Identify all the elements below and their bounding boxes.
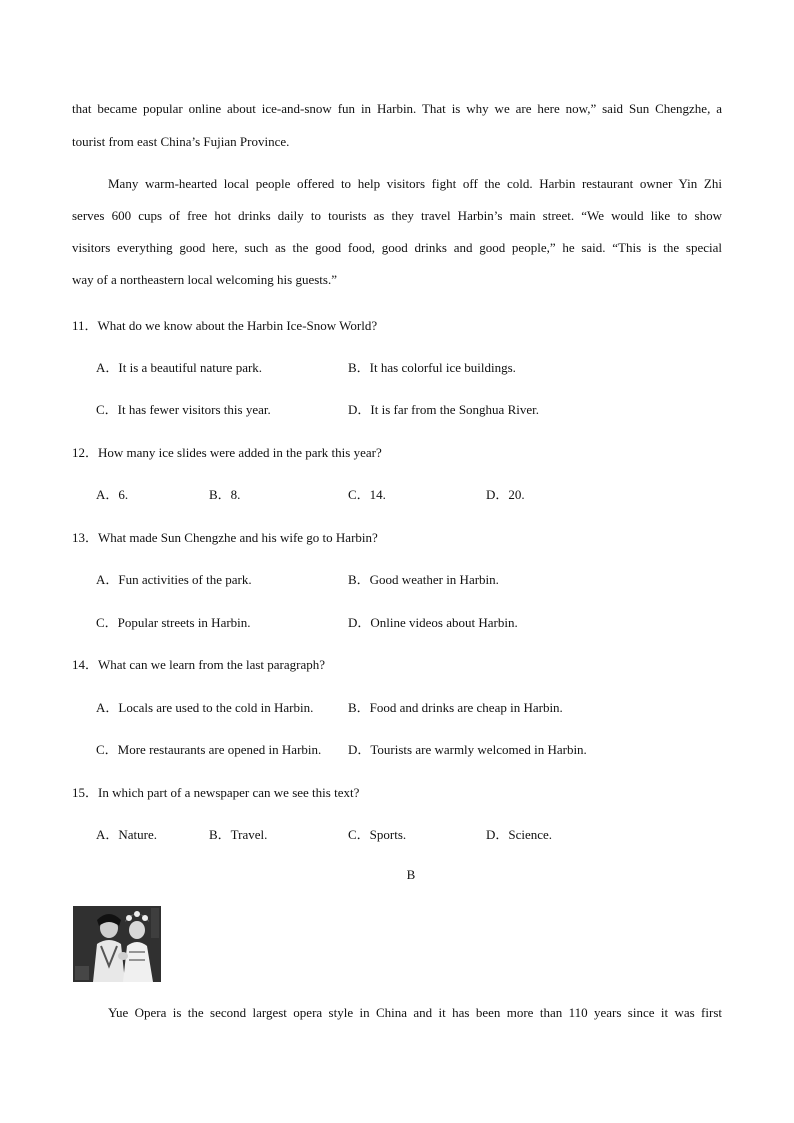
question-15-option-b: B．Travel. [209,827,268,842]
question-13-option-a: A．Fun activities of the park. [96,572,252,587]
question-14-option-c: C．More restaurants are opened in Harbin. [96,742,322,757]
question-12-stem: 12．How many ice slides were added in the park this year? [72,445,382,460]
question-11-option-c: C．It has fewer visitors this year. [96,402,271,417]
passage-a-line-4: serves 600 cups of free hot drinks daily to tourists as they travel Harbin’s main street. “We would like to show [72,208,722,223]
passage-a-line-1: that became popular online about ice-and-snow fun in Harbin. That is why we are here now,” said Sun Chengzhe, a [72,101,722,116]
question-15-option-d: D．Science. [486,827,553,842]
question-13-option-d: D．Online videos about Harbin. [348,615,518,630]
question-11-stem: 11．What do we know about the Harbin Ice-Snow World? [72,318,378,333]
passage-a-line-6: way of a northeastern local welcoming his guests.” [72,272,337,287]
question-14-option-d: D．Tourists are warmly welcomed in Harbin. [348,742,587,757]
passage-a-line-2: tourist from east China’s Fujian Province. [72,134,290,149]
question-14-option-a: A．Locals are used to the cold in Harbin. [96,700,314,715]
question-15-option-a: A．Nature. [96,827,158,842]
question-13-option-c: C．Popular streets in Harbin. [96,615,251,630]
question-12-option-c: C．14. [348,487,386,502]
question-13-option-b: B．Good weather in Harbin. [348,572,499,587]
question-11-option-d: D．It is far from the Songhua River. [348,402,539,417]
question-11-option-a: A．It is a beautiful nature park. [96,360,263,375]
passage-a-line-3: Many warm-hearted local people offered to help visitors fight off the cold. Harbin restaurant owner Yin Zhi [108,176,722,191]
section-b-heading: B [406,867,416,882]
question-12-option-b: B．8. [209,487,241,502]
question-11-option-b: B．It has colorful ice buildings. [348,360,516,375]
passage-a-line-5: visitors everything good here, such as the good food, good drinks and good people,” he said. “This is the special [72,240,722,255]
question-15-option-c: C．Sports. [348,827,407,842]
question-12-option-d: D．20. [486,487,525,502]
question-12-option-a: A．6. [96,487,129,502]
question-15-stem: 15．In which part of a newspaper can we see this text? [72,785,360,800]
question-14-stem: 14．What can we learn from the last paragraph? [72,657,326,672]
question-13-stem: 13．What made Sun Chengzhe and his wife go to Harbin? [72,530,378,545]
yue-opera-photo [73,906,161,982]
passage-b-line-1: Yue Opera is the second largest opera style in China and it has been more than 110 years since it was first [108,1005,722,1020]
question-14-option-b: B．Food and drinks are cheap in Harbin. [348,700,563,715]
